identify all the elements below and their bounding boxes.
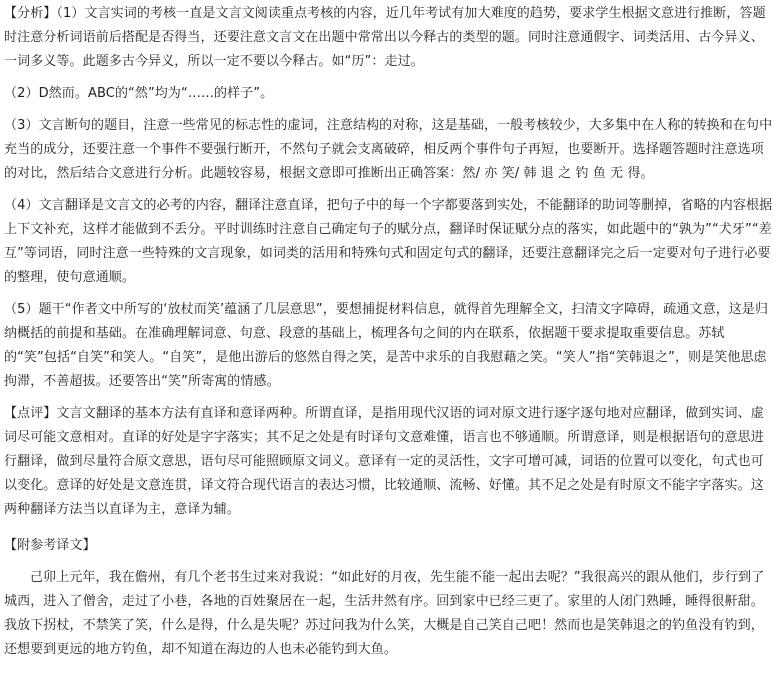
translation-paragraph: 己卯上元年，我在儋州，有几个老书生过来对我说：“如此好的月夜，先生能不能一起出去呢？”我很高兴的跟从他们，步行到了城西，进入了僧舍，走过了小巷，各地的百姓聚居在一起，生活井然有序。回到家中已经三更了。家里的人闭门熟睡，睡得很鼾甜。我放下拐杖，不禁笑了笑，什么是得，什么是失呢？苏过问我为什么笑，大概是自己笑自己吧！然而也是笑韩退之的钓鱼没有钓到，还想要到更远的地方钓鱼，却不知道在海边的人也未必能钓到大鱼。: [4, 570, 765, 657]
analysis-paragraph-1: 【分析】（1）文言实词的考核一直是文言文阅读重点考核的内容，近几年考试有加大难度的趋势，要求学生根据文意进行推断，答题时注意分析词语前后搭配是否得当，还要注意文言文在出题中常常出以今释古的类型的题。同时注意通假字、词类活用、古今异义、一词多义等。此题多古今异义，所以一定不要以今释古。如“历”：走过。: [4, 6, 766, 69]
analysis-paragraph-4: （4）文言翻译是文言文的必考的内容，翻译注意直译，把句子中的每一个字都要落到实处，不能翻译的助词等删掉，省略的内容根据上下文补充，这样才能做到不丢分。平时训练时注意自己确定句子的赋分点，翻译时保证赋分点的落实，如此题中的“孰为”“犬牙”“差互”等词语，同时注意一些特殊的文言现象，如词类的活用和特殊句式和固定句式的翻译，还要注意翻译完之后一定要对句子进行必要的整理，使句意通顺。: [4, 198, 773, 285]
analysis-paragraph-2: （2）D然而。ABC的“然”均为“……的样子”。: [4, 86, 274, 101]
comment-paragraph: 【点评】文言文翻译的基本方法有直译和意译两种。所谓直译，是指用现代汉语的词对原文进行逐字逐句地对应翻译，做到实词、虚词尽可能文意相对。直译的好处是字字落实；其不足之处是有时译句文意难懂，语言也不够通顺。所谓意译，则是根据语句的意思进行翻译，做到尽量符合原文意思，语句尽可能照顾原文词义。意译有一定的灵活性，文字可增可减，词语的位置可以变化，句式也可以变化。意译的好处是文意连贯，译文符合现代语言的表达习惯，比较通顺、流畅、好懂。其不足之处是有时原文不能字字落实。这两种翻译方法当以直译为主，意译为辅。: [4, 406, 764, 517]
translation-heading: 【附参考译文】: [4, 538, 96, 553]
analysis-paragraph-5: （5）题干“作者文中所写的‘放杖而笑’蕴涵了几层意思”，要想捕捉材料信息，就得首先理解全文，扫清文字障碍，疏通文意，这是归纳概括的前提和基础。在准确理解词意、句意、段意的基础上，梳理各句之间的内在联系，依据题干要求提取重要信息。苏轼的“笑”包括“自笑”和笑人。“自笑”，是他出游后的悠然自得之笑，是苦中求乐的自我慰藉之笑。“笑人”指“笑韩退之”，则是笑他思虑拘滞，不善超拔。还要答出“笑”所寄寓的情感。: [4, 302, 769, 389]
analysis-paragraph-3: （3）文言断句的题目，注意一些常见的标志性的虚词，注意结构的对称，这是基础，一般考核较少，大多集中在人称的转换和在句中充当的成分，还要注意一个事件不要强行断开，不然句子就会支离破碎，相反两个事件句子再短，也要断开。选择题答题时注意选项的对比，然后结合文意进行分析。此题较容易，根据文意即可推断出正确答案：然/ 亦 笑/ 韩 退 之 钓 鱼 无 得。: [4, 118, 773, 181]
